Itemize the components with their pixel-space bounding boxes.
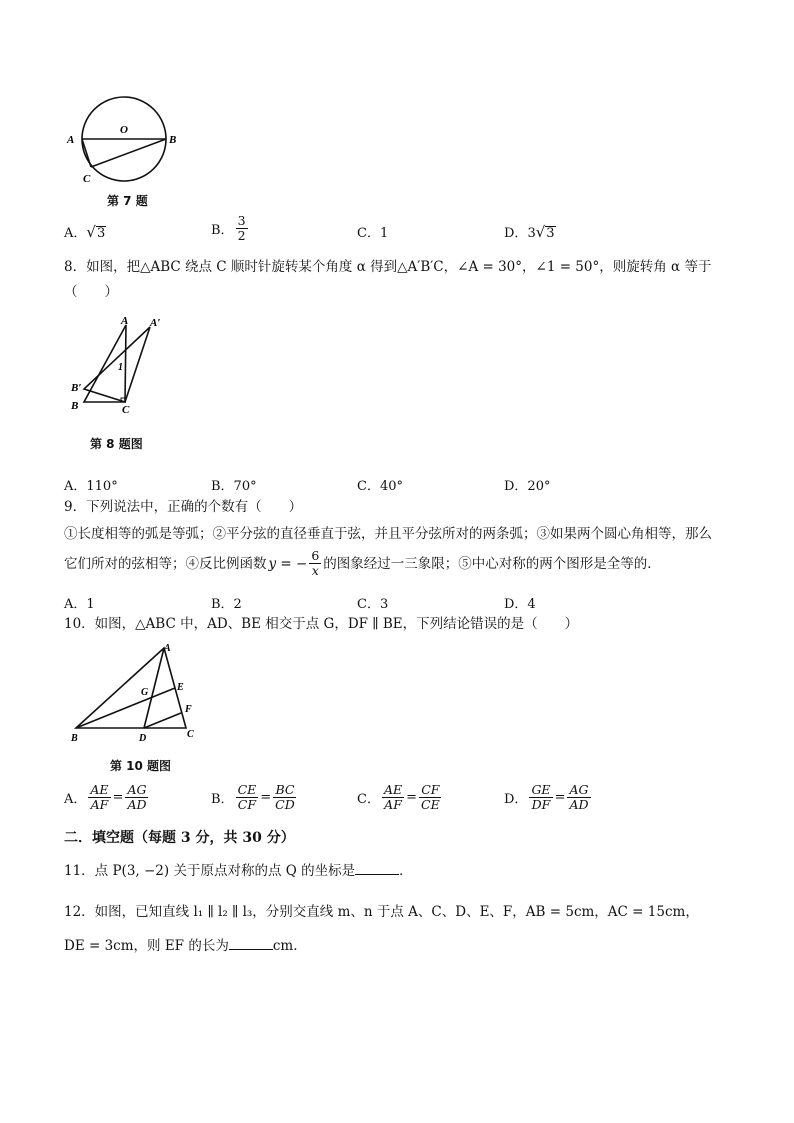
q10-label-c: C <box>187 729 194 740</box>
q12-stem-line2: DE = 3cm，则 EF 的长为 cm. <box>64 935 297 956</box>
q9-function-fraction: $\frac{6}{x}$ <box>311 548 320 578</box>
q7-label-b: B <box>169 134 177 146</box>
q8-label-b2: B′ <box>71 382 82 394</box>
q10-label-e: E <box>177 682 184 693</box>
q10-figure <box>66 640 206 745</box>
q8-triangle-a2b2c <box>84 327 150 402</box>
sqrt-symbol: √ 3 <box>535 223 555 241</box>
q8-stem-line1: 8．如图，把△ABC 绕点 C 顺时针旋转某个角度 α 得到△A′B′C，∠A = 30°，∠1 = 50°，则旋转角 α 等于 <box>64 259 712 275</box>
q11-answer-blank[interactable] <box>355 860 399 875</box>
section-heading-fill-in: 二．填空题（每题 3 分，共 30 分） <box>64 830 295 846</box>
q7-caption: 第 7 题 <box>107 194 148 208</box>
q8-option-c[interactable]: C．40° <box>357 479 403 494</box>
q8-label-a: A <box>121 315 129 327</box>
q10-label-d: D <box>139 733 147 744</box>
q9-statements-line2: 它们所对的弦相等；④反比例函数 y = − $\frac{6}{x}$ 的图象经过一三象限；⑤中心对称的两个图形是全等的． <box>64 548 661 578</box>
q8-label-a2: A′ <box>150 317 161 329</box>
q7-chord-cb <box>91 139 166 167</box>
q9-stem: 9．下列说法中，正确的个数有（ ） <box>64 499 303 515</box>
q10-label-a: A <box>164 643 171 654</box>
q7-label-o: O <box>120 124 128 136</box>
q11-stem: 11．点 P(3, −2) 关于原点对称的点 Q 的坐标是 ． <box>64 860 413 881</box>
q8-figure <box>66 313 176 418</box>
q7-figure <box>62 92 192 187</box>
q8-label-b: B <box>71 400 79 412</box>
q10-option-a[interactable]: A． $\frac{AE}{AF}$ = $\frac{AG}{AD}$ <box>64 782 147 812</box>
q8-option-d[interactable]: D．20° <box>504 479 551 494</box>
q7-option-b[interactable]: B． $\frac{3}{2}$ <box>211 213 246 243</box>
sqrt-symbol: √ 3 <box>86 223 106 241</box>
q9-option-d[interactable]: D．4 <box>504 597 536 612</box>
q8-stem-line2: （ ） <box>64 284 118 300</box>
q9-option-a[interactable]: A．1 <box>64 597 95 612</box>
q12-answer-blank[interactable] <box>229 935 273 950</box>
q7-option-a[interactable]: A． √ 3 <box>64 223 106 241</box>
q10-segment-df <box>144 713 181 728</box>
q7-chord-ac <box>82 139 91 167</box>
q10-caption: 第 10 题图 <box>110 759 172 773</box>
q9-statements-line1: ①长度相等的弧是等弧；②平分弦的直径垂直于弦，并且平分弦所对的两条弧；③如果两个圆心角相等，那么 <box>64 526 712 542</box>
q9-option-b[interactable]: B．2 <box>211 597 242 612</box>
q9-option-c[interactable]: C．3 <box>357 597 389 612</box>
q8-label-c: C <box>122 404 130 416</box>
q8-caption: 第 8 题图 <box>90 437 143 451</box>
q7-fraction: $\frac{3}{2}$ <box>237 213 246 243</box>
q10-stem: 10．如图，△ABC 中，AD、BE 相交于点 G，DF ∥ BE，下列结论错误的是（ ） <box>64 616 579 632</box>
q10-label-b: B <box>71 733 78 744</box>
q7-option-c[interactable]: C．1 <box>357 226 389 241</box>
q12-stem-line1: 12．如图，已知直线 l₁ ∥ l₂ ∥ l₃，分别交直线 m、n 于点 A、C、D、E、F，AB = 5cm，AC = 15cm， <box>64 904 699 920</box>
q8-label-one: 1 <box>118 362 123 373</box>
q10-option-c[interactable]: C． $\frac{AE}{AF}$ = $\frac{CF}{CE}$ <box>357 782 440 812</box>
q7-label-c: C <box>83 173 91 185</box>
q10-option-d[interactable]: D． $\frac{GE}{DF}$ = $\frac{AG}{AD}$ <box>504 782 589 812</box>
q7-option-d[interactable]: D．3 √ 3 <box>504 223 555 241</box>
q7-label-a: A <box>67 134 75 146</box>
q10-option-b[interactable]: B． $\frac{CE}{CF}$ = $\frac{BC}{CD}$ <box>211 782 295 812</box>
q10-label-f: F <box>185 704 192 715</box>
q10-triangle-abc <box>76 648 186 728</box>
q8-option-a[interactable]: A．110° <box>64 479 118 494</box>
q10-label-g: G <box>141 687 149 698</box>
q8-option-b[interactable]: B．70° <box>211 479 257 494</box>
